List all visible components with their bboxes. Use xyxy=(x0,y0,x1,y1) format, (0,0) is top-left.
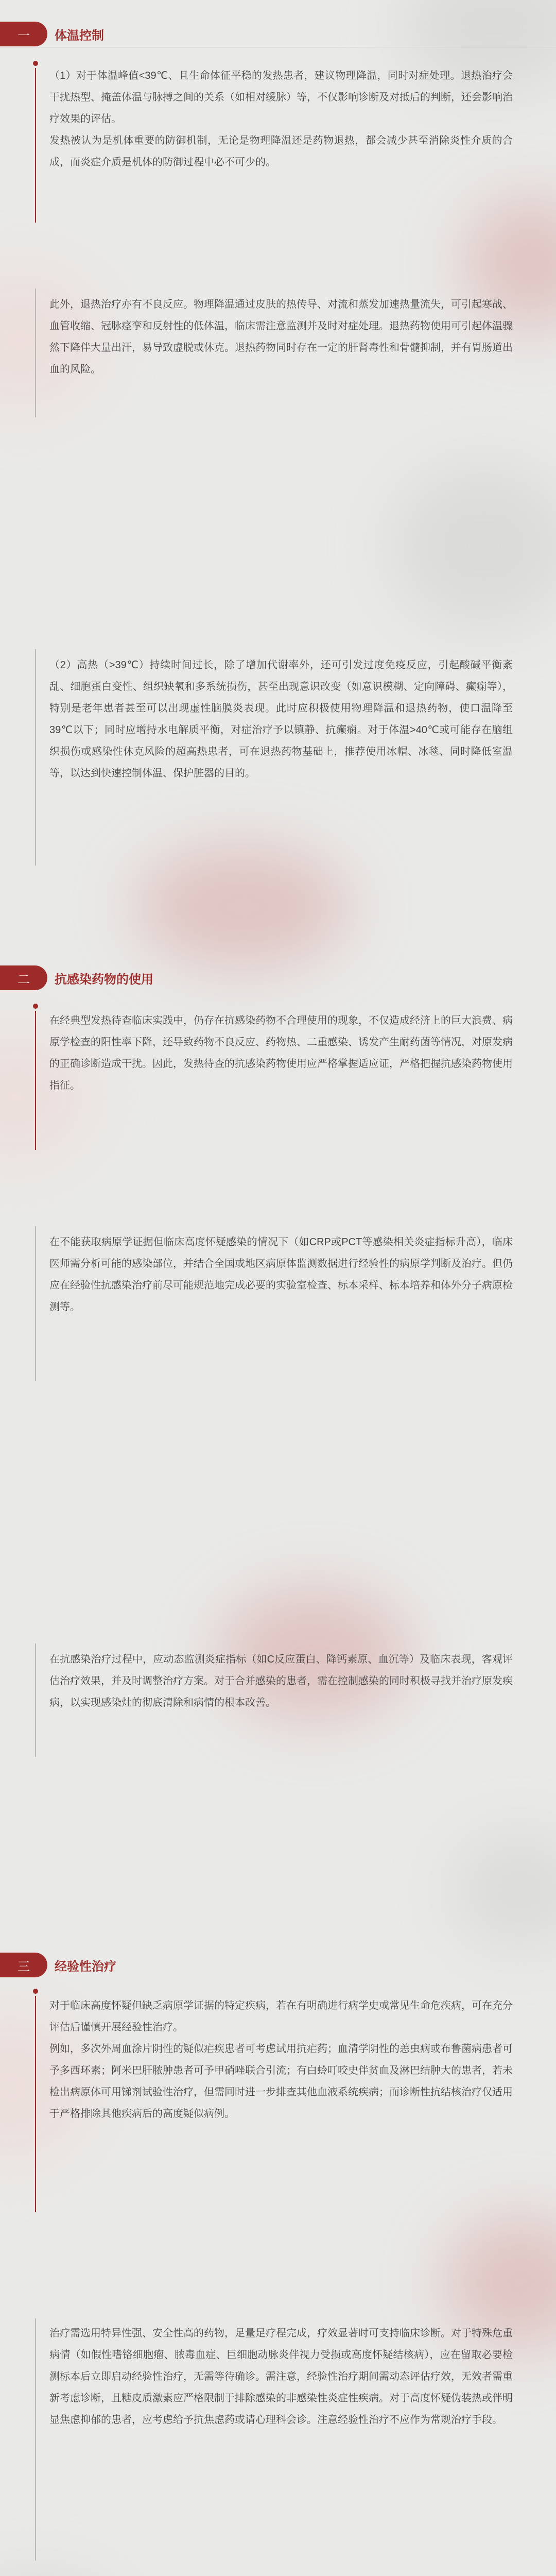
section-header xyxy=(0,1952,116,1978)
bullet-dot xyxy=(33,1004,38,1009)
decorative-blob xyxy=(134,845,350,969)
paragraph: 在经典型发热待查临床实践中，仍存在抗感染药物不合理使用的现象，不仅造成经济上的巨大浪费、病原学检查的阳性率下降，还导致药物不良反应、药物热、二重感染、诱发产生耐药菌等情况，对原发病的正确诊断造成干扰。因此，发热待查的抗感染药物使用应严格掌握适应证，严格把握抗感染药物使用指征。 xyxy=(49,1015,513,1091)
accent-bar xyxy=(35,68,36,223)
paragraph: 例如，多次外周血涂片阴性的疑似疟疾患者可考虑试用抗疟药；血清学阴性的恙虫病或布鲁菌病患者可予多西环素；阿米巴肝脓肿患者可予甲硝唑联合引流；有白蛉叮咬史伴贫血及淋巴结肿大的患者，若未检出病原体可用锑剂试验性治疗，但需同时进一步排查其他血液系统疾病；而诊断性抗结核治疗仅适用于严格排除其他疾病后的高度疑似病例。 xyxy=(49,2043,513,2120)
decorative-blob xyxy=(391,464,556,629)
accent-bar xyxy=(35,1011,36,1150)
paragraph: 在抗感染治疗过程中，应动态监测炎症指标（如C反应蛋白、降钙素原、血沉等）及临床表现，客观评估治疗效果，并及时调整治疗方案。对于合并感染的患者，需在控制感染的同时积极寻找并治疗原发疾病，以实现感染灶的彻底清除和病情的根本改善。 xyxy=(49,1654,513,1708)
accent-bar xyxy=(35,2318,36,2561)
paragraph: （2）高热（>39℃）持续时间过长，除了增加代谢率外，还可引发过度免疫反应，引起酸碱平衡紊乱、细胞蛋白变性、组织缺氧和多系统损伤，甚至出现意识改变（如意识模糊、定向障碍、癫痫等），特别是老年患者甚至可以出现虚性脑膜炎表现。此时应积极使用物理降温和退热药物，使口温降至39℃以下；同时应增持水电解质平衡，对症治疗予以镇静、抗癫痫。对于体温>40℃或可能存在脑组织损伤或感染性休克风险的超高热患者，可在退热药物基础上，推荐使用冰帽、冰毯、同时降低室温等，以达到快速控制体温、保护脏器的目的。 xyxy=(49,659,513,779)
bullet-dot xyxy=(33,61,38,66)
accent-bar xyxy=(35,1643,36,1757)
paragraph: 在不能获取病原学证据但临床高度怀疑感染的情况下（如CRP或PCT等感染相关炎症指标升高），临床医师需分析可能的感染部位，并结合全国或地区病原体监测数据进行经验性的病原学判断及治疗。但仍应在经验性抗感染治疗前尽可能规范地完成必要的实验室检查、标本采样、标本培养和体外分子病原检测等。 xyxy=(49,1236,513,1313)
section-header xyxy=(0,21,104,47)
accent-bar xyxy=(35,289,36,417)
accent-bar xyxy=(35,649,36,866)
paragraph: 治疗需选用特异性强、安全性高的药物，足量足疗程完成，疗效显著时可支持临床诊断。对于特殊危重病情（如假性嗜铬细胞瘤、脓毒血症、巨细胞动脉炎伴视力受损或高度怀疑结核病），应在留取必要检测标本后立即启动经验性治疗，无需等待确诊。需注意，经验性治疗期间需动态评估疗效，无效者需重新考虑诊断，且糖皮质激素应严格限制于排除感染的非感染性炎症性疾病。对于高度怀疑伪装热或伴明显焦虑抑郁的患者，应考虑给予抗焦虑药或请心理科会诊。注意经验性治疗不应作为常规治疗手段。 xyxy=(49,2328,513,2426)
section-title: 抗感染药物的使用 xyxy=(55,972,153,987)
text-block xyxy=(49,1995,513,2125)
text-block xyxy=(49,654,513,784)
section-header xyxy=(0,964,153,991)
bullet-dot xyxy=(33,1989,38,1994)
section-title: 体温控制 xyxy=(55,28,104,43)
text-block xyxy=(49,2323,513,2431)
text-block xyxy=(49,1649,513,1714)
accent-bar xyxy=(35,1226,36,1381)
paragraph: （1）对于体温峰值<39℃、且生命体征平稳的发热患者，建议物理降温，同时对症处理。退热治疗会干扰热型、掩盖体温与脉搏之间的关系（如相对缓脉）等，不仅影响诊断及对抵后的判断，还会影响治疗效果的评估。 xyxy=(49,70,513,125)
section-number: 二 xyxy=(0,965,47,990)
text-block xyxy=(49,1010,513,1096)
paragraph: 此外，退热治疗亦有不良反应。物理降温通过皮肤的热传导、对流和蒸发加速热量流失，可引起寒战、血管收缩、冠脉痉挛和反射性的低体温，临床需注意监测并及时对症处理。退热药物使用可引起体温骤然下降伴大量出汗，易导致虚脱或休克。退热药物同时存在一定的肝肾毒性和骨髓抑制，并有胃肠道出血的风险。 xyxy=(49,299,513,375)
section-number: 三 xyxy=(0,1953,47,1977)
accent-bar xyxy=(35,1996,36,2212)
text-block xyxy=(49,65,513,173)
text-block xyxy=(49,1231,513,1318)
decorative-blob xyxy=(453,1834,556,1947)
section-number: 一 xyxy=(0,22,47,46)
paragraph: 对于临床高度怀疑但缺乏病原学证据的特定疾病，若在有明确进行病学史或常见生命危疾病，可在充分评估后谨慎开展经验性治疗。 xyxy=(49,2000,513,2033)
section-title: 经验性治疗 xyxy=(55,1959,116,1974)
paragraph: 发热被认为是机体重要的防御机制，无论是物理降温还是药物退热，都会减少甚至消除炎性介质的合成，而炎症介质是机体的防御过程中必不可少的。 xyxy=(49,135,513,168)
text-block xyxy=(49,294,513,380)
